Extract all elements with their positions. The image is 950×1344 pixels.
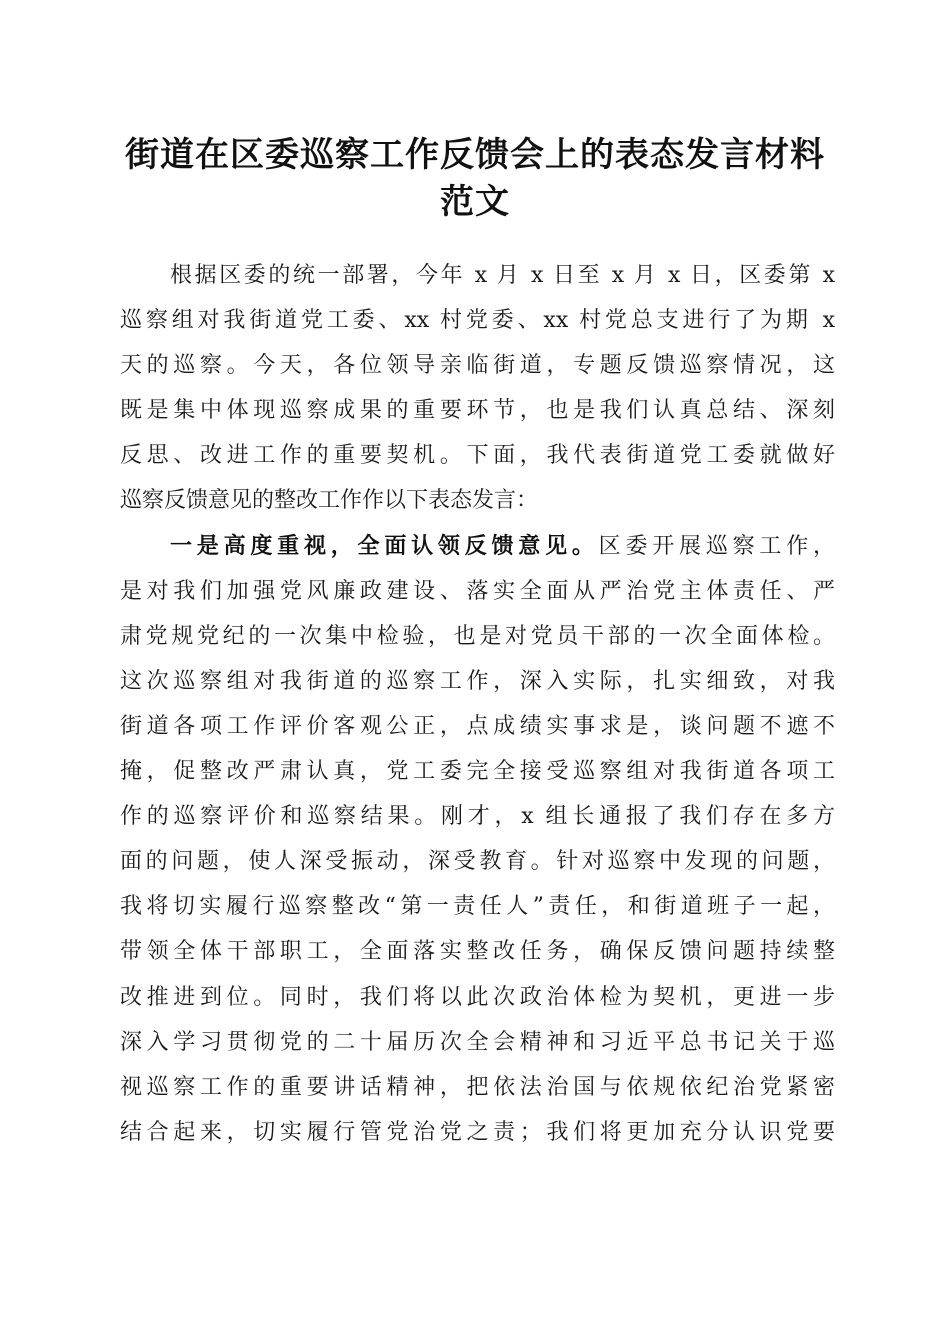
text-line: 掩，促整改严肃认真，党工委完全接受巡察组对我街道各项工 (120, 759, 835, 785)
text-line: 根据区委的统一部署，今年 x 月 x 日至 x 月 x 日，区委第 x (170, 263, 835, 288)
text-line: 视巡察工作的重要讲话精神，把依法治国与依规依纪治党紧密 (120, 1074, 835, 1100)
text-line: 作的巡察评价和巡察结果。刚才，x 组长通报了我们存在多方 (120, 804, 835, 830)
title-line-1: 街道在区委巡察工作反馈会上的表态发言材料 (125, 135, 825, 175)
text-line: 肃党规党纪的一次集中检验，也是对党员干部的一次全面体检。 (120, 623, 835, 649)
text-line: 巡察反馈意见的整改工作作以下表态发言： (120, 488, 539, 514)
text-line: 这次巡察组对我街道的巡察工作，深入实际，扎实细致，对我 (120, 668, 835, 694)
text-line: 改推进到位。同时，我们将以此次政治体检为契机，更进一步 (120, 984, 835, 1010)
paragraph-lead-heading: 一是高度重视，全面认领反馈意见。 (170, 532, 599, 559)
paragraph-lead-rest: 区委开展巡察工作， (598, 533, 835, 559)
document-title (110, 132, 840, 226)
text-line: 天的巡察。今天，各位领导亲临街道，专题反馈巡察情况，这 (120, 353, 835, 379)
text-line: 深入学习贯彻党的二十届历次全会精神和习近平总书记关于巡 (120, 1029, 835, 1055)
paragraph-1 (120, 253, 835, 524)
document-body (120, 253, 835, 1155)
title-line-2: 范文 (440, 182, 510, 222)
text-line (120, 524, 835, 569)
paragraph-2 (120, 524, 835, 1155)
text-line: 面的问题，使人深受振动，深受教育。针对巡察中发现的问题， (120, 849, 835, 875)
text-line: 既是集中体现巡察成果的重要环节，也是我们认真总结、深刻 (120, 398, 835, 424)
text-line: 街道各项工作评价客观公正，点成绩实事求是，谈问题不遮不 (120, 713, 835, 739)
text-line: 带领全体干部职工，全面落实整改任务，确保反馈问题持续整 (120, 939, 835, 965)
text-line: 是对我们加强党风廉政建设、落实全面从严治党主体责任、严 (120, 578, 835, 604)
text-line: 反思、改进工作的重要契机。下面，我代表街道党工委就做好 (120, 443, 835, 469)
text-line: 我将切实履行巡察整改“第一责任人”责任，和街道班子一起， (120, 894, 835, 920)
text-line: 结合起来，切实履行管党治党之责；我们将更加充分认识党要 (120, 1119, 835, 1145)
text-line: 巡察组对我街道党工委、xx 村党委、xx 村党总支进行了为期 x (120, 308, 835, 334)
